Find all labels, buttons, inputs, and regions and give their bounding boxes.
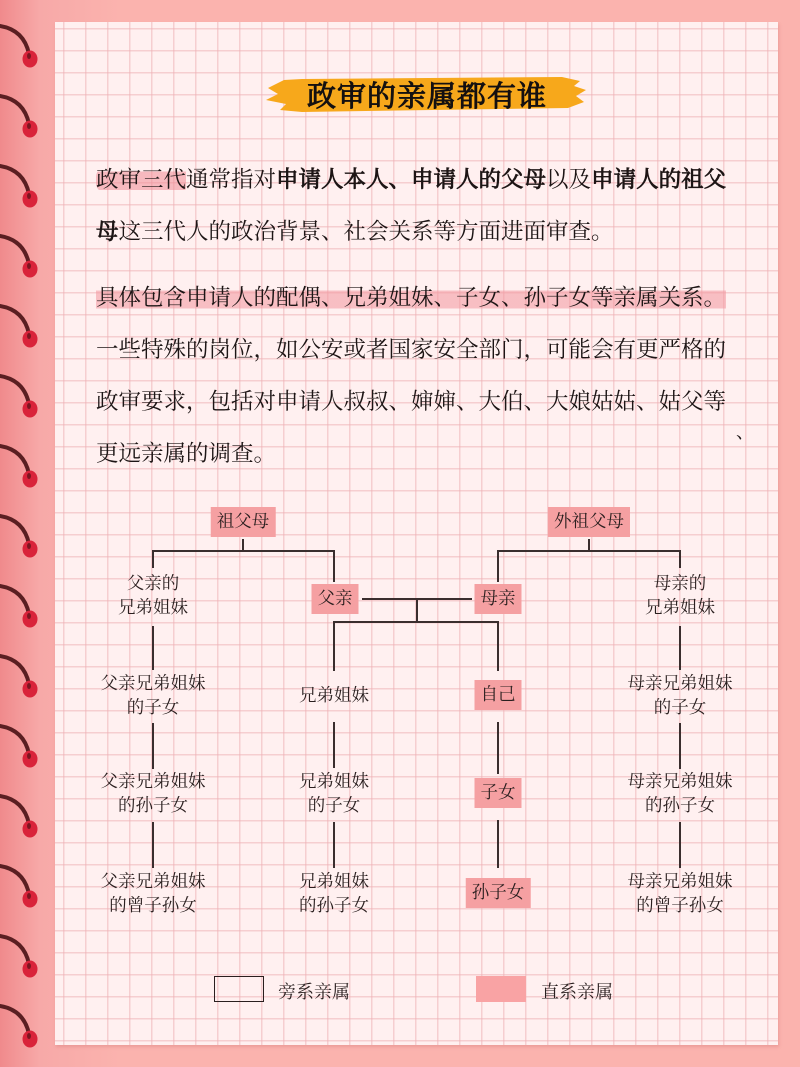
node-siblings-children [299, 770, 369, 818]
node-siblings: 兄弟姐妹 [299, 686, 369, 706]
legend-swatch-direct [476, 976, 526, 1002]
connector-line [152, 550, 154, 568]
highlight-term: 政审三代 [96, 167, 187, 193]
node-mother-siblings-children [628, 672, 733, 720]
bold-text: 申请人的祖父母 [96, 167, 727, 245]
bold-text: 申请人本人、申请人的父母 [276, 167, 547, 193]
node-grandparents-paternal: 祖父母 [211, 507, 276, 537]
legend-label-direct: 直系亲属 [541, 982, 613, 1003]
node-father-siblings [118, 572, 188, 620]
legend-label-collateral: 旁系亲属 [278, 982, 350, 1003]
node-line: 母亲兄弟姐妹 [627, 674, 733, 694]
connector-line [333, 550, 335, 582]
node-line: 父亲兄弟姐妹 [100, 872, 206, 892]
connector-line [497, 550, 499, 582]
node-line: 的孙子女 [299, 896, 369, 916]
connector-line [333, 621, 335, 671]
node-line: 父亲的 [126, 574, 180, 594]
connector-line [497, 820, 499, 868]
connector-line [416, 598, 418, 622]
connector-line [497, 621, 499, 671]
text: 通常指对 [186, 167, 277, 193]
node-line: 母亲兄弟姐妹 [627, 772, 733, 792]
connector-line [152, 550, 335, 552]
node-line: 的曾子孙女 [109, 896, 197, 916]
node-line: 的子女 [307, 796, 361, 816]
connector-line [497, 722, 499, 774]
connector-line [333, 621, 499, 623]
node-mother: 母亲 [475, 584, 522, 614]
node-father-siblings-grandchildren [101, 770, 206, 818]
node-line: 兄弟姐妹 [118, 598, 188, 618]
node-children: 子女 [475, 778, 522, 808]
connector-line [152, 626, 154, 670]
node-line: 的曾子孙女 [636, 896, 724, 916]
node-line: 的子女 [126, 698, 180, 718]
text: 一些特殊的岗位，如公安或者国家安全部门，可能会有更严格的政审要求，包括对申请人叔叔、婶婶、大伯、大娘姑姑、姑父等更远亲属的调查。 [96, 337, 727, 467]
node-father-siblings-great-grandchildren [101, 870, 206, 918]
node-line: 兄弟姐妹 [299, 872, 369, 892]
node-mother-siblings-grandchildren [628, 770, 733, 818]
legend-swatch-collateral [214, 976, 264, 1002]
connector-line [679, 822, 681, 868]
node-mother-siblings [645, 572, 715, 620]
connector-line [333, 722, 335, 768]
connector-line [497, 550, 681, 552]
highlight-sentence: 具体包含申请人的配偶、兄弟姐妹、子女、孙子女等亲属关系。 [96, 285, 727, 311]
text: 以及 [546, 167, 592, 193]
node-line: 父亲兄弟姐妹 [100, 772, 206, 792]
node-siblings-grandchildren [299, 870, 369, 918]
node-line: 的子女 [653, 698, 707, 718]
node-line: 母亲兄弟姐妹 [627, 872, 733, 892]
node-mother-siblings-great-grandchildren [628, 870, 733, 918]
node-line: 母亲的 [653, 574, 707, 594]
node-line: 的孙子女 [645, 796, 715, 816]
node-father-siblings-children [101, 672, 206, 720]
page-title: 政审的亲属都有谁 [306, 79, 547, 113]
connector-line [333, 822, 335, 868]
connector-line [679, 626, 681, 670]
node-line: 兄弟姐妹 [645, 598, 715, 618]
stray-mark: 、 [736, 422, 754, 443]
node-grandchildren: 孙子女 [466, 878, 531, 908]
node-father: 父亲 [312, 584, 359, 614]
connector-line [679, 723, 681, 769]
connector-line [152, 723, 154, 769]
connector-line [679, 550, 681, 568]
node-line: 父亲兄弟姐妹 [100, 674, 206, 694]
node-line: 的孙子女 [118, 796, 188, 816]
text: 这三代人的政治背景、社会关系等方面进面审查。 [118, 219, 614, 245]
node-self: 自己 [475, 680, 522, 710]
connector-line [152, 822, 154, 868]
node-grandparents-maternal: 外祖父母 [548, 507, 630, 537]
node-line: 兄弟姐妹 [299, 772, 369, 792]
